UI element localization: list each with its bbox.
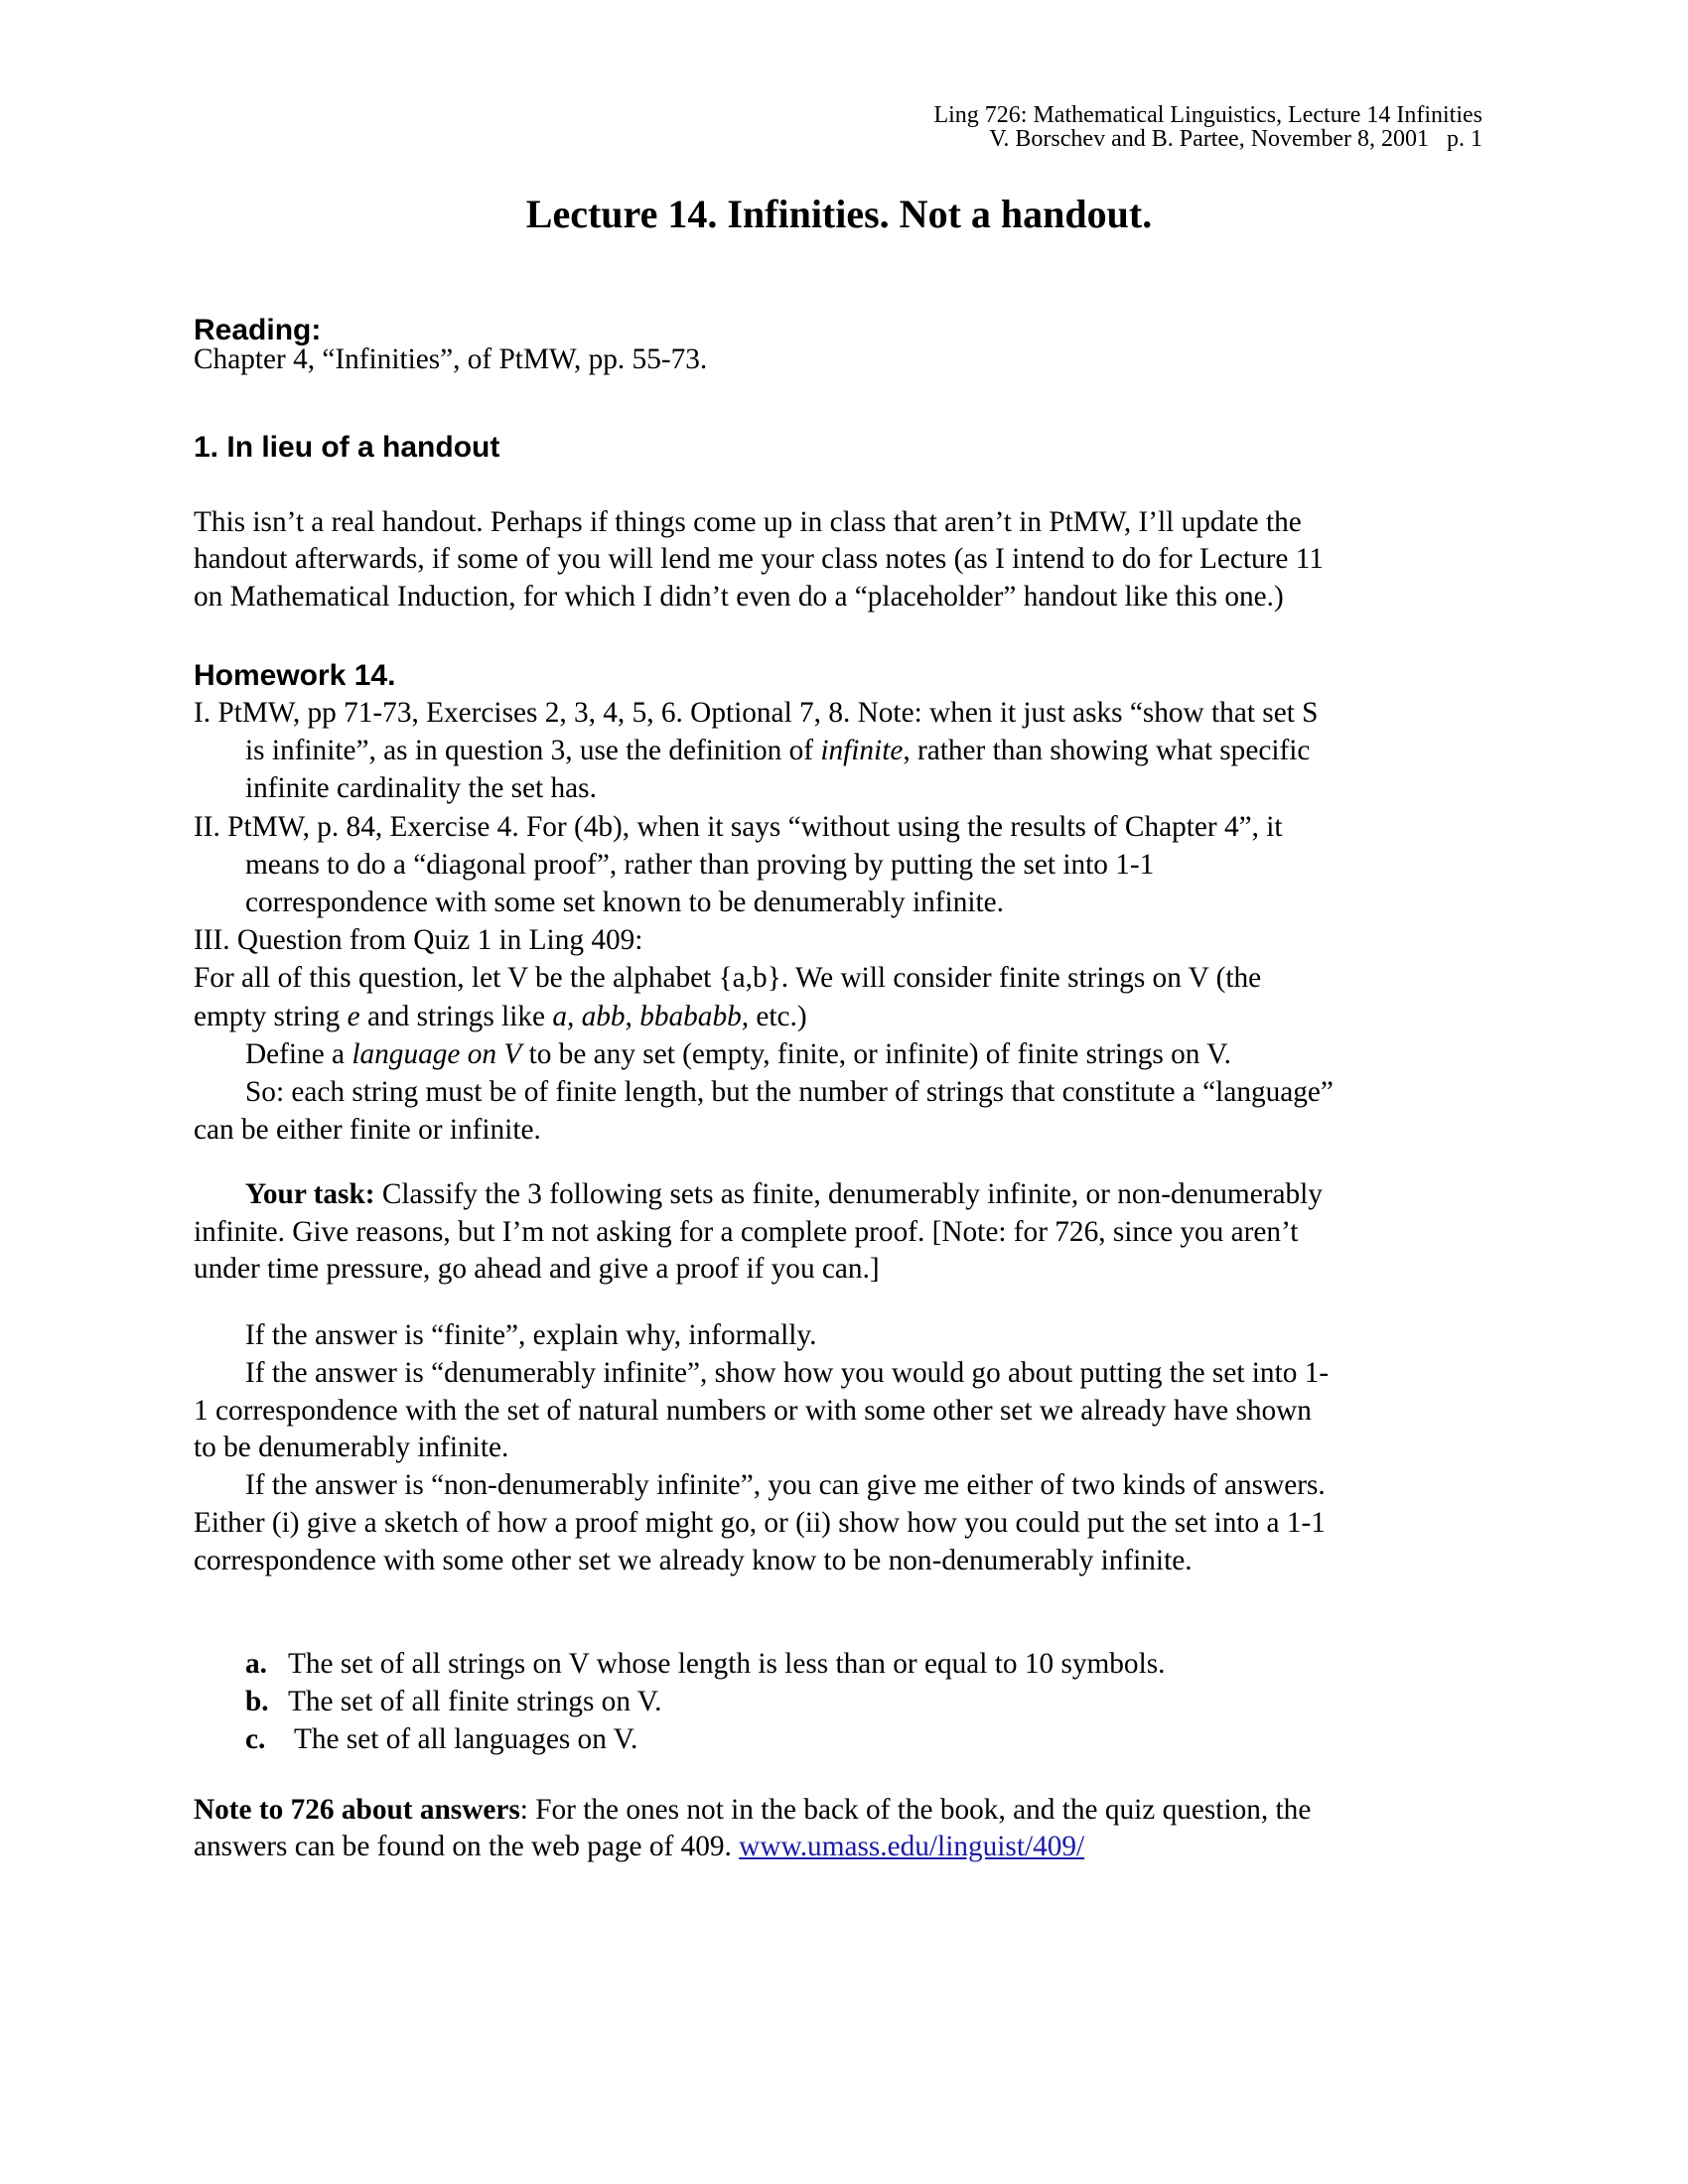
text-span: etc.) <box>749 1001 807 1032</box>
text-span: Classify the 3 following sets as finite, denumerably infinite, or non-denumerably <box>374 1178 1323 1210</box>
task-label: Your task: <box>245 1178 375 1210</box>
text-span: to be any set (empty, finite, or infinite) of finite strings on V. <box>521 1038 1231 1070</box>
guidance-denumerable-line: to be denumerably infinite. <box>194 1432 509 1463</box>
homework-item-2-line: II. PtMW, p. 84, Exercise 4. For (4b), when it says “without using the results of Chapter 4”, it <box>194 811 1283 843</box>
homework-item-1-line <box>245 737 1310 765</box>
text-span: empty string <box>194 1001 348 1032</box>
homework-heading: Homework 14. <box>194 659 396 692</box>
homework-item-3-line: can be either finite or infinite. <box>194 1114 541 1146</box>
guidance-denumerable-line: If the answer is “denumerably infinite”, show how you would go about putting the set into 1- <box>245 1357 1330 1389</box>
paragraph-line: This isn’t a real handout. Perhaps if things come up in class that aren’t in PtMW, I’ll update the <box>194 506 1302 538</box>
page-title: Lecture 14. Infinities. Not a handout. <box>525 192 1153 236</box>
task-line: infinite. Give reasons, but I’m not asking for a complete proof. [Note: for 726, since you aren’t <box>194 1216 1299 1248</box>
homework-item-1-line: I. PtMW, pp 71-73, Exercises 2, 3, 4, 5, 6. Optional 7, 8. Note: when it just asks “show that set S <box>194 697 1319 729</box>
note-line <box>194 1833 1084 1861</box>
task-line: under time pressure, go ahead and give a proof if you can.] <box>194 1253 880 1285</box>
paragraph-line: on Mathematical Induction, for which I didn’t even do a “placeholder” handout like this one.) <box>194 581 1284 613</box>
homework-item-2-line: means to do a “diagonal proof”, rather than proving by putting the set into 1-1 <box>245 849 1155 881</box>
guidance-nondenumerable-line: If the answer is “non-denumerably infinite”, you can give me either of two kinds of answers. <box>245 1469 1326 1501</box>
homework-item-3-line: III. Question from Quiz 1 in Ling 409: <box>194 924 643 956</box>
emphasis-language-on-v: language on V <box>352 1038 522 1070</box>
reading-heading: Reading: <box>194 314 322 346</box>
homework-item-1-line: infinite cardinality the set has. <box>245 772 597 804</box>
homework-item-2-line: correspondence with some set known to be denumerably infinite. <box>245 887 1004 918</box>
note-label: Note to 726 about answers <box>194 1794 520 1826</box>
list-marker: b. <box>245 1686 269 1717</box>
guidance-nondenumerable-line: Either (i) give a sketch of how a proof might go, or (ii) show how you could put the set into a 1-1 <box>194 1507 1326 1539</box>
section-heading-in-lieu: 1. In lieu of a handout <box>194 431 500 464</box>
paragraph-line: handout afterwards, if some of you will lend me your class notes (as I intend to do for Lecture 11 <box>194 543 1324 575</box>
text-span: and strings like <box>359 1001 553 1032</box>
text-span: Define a <box>245 1038 352 1070</box>
guidance-nondenumerable-line: correspondence with some other set we already know to be non-denumerably infinite. <box>194 1545 1193 1576</box>
guidance-finite: If the answer is “finite”, explain why, informally. <box>245 1319 817 1351</box>
emphasis-infinite: infinite <box>820 735 904 766</box>
running-header-course: Ling 726: Mathematical Linguistics, Lecture 14 Infinities <box>933 102 1482 128</box>
emphasis-string-examples: a, abb, bbababb, <box>552 1001 750 1032</box>
homework-item-3-line: So: each string must be of finite length, but the number of strings that constitute a “language” <box>245 1076 1334 1108</box>
list-marker: c. <box>245 1723 266 1755</box>
list-item-text: The set of all strings on V whose length is less than or equal to 10 symbols. <box>288 1648 1166 1680</box>
homework-item-3-line <box>245 1040 1231 1069</box>
running-header-authors-date: V. Borschev and B. Partee, November 8, 2001 p. 1 <box>989 126 1482 152</box>
note-line <box>194 1796 1311 1825</box>
list-item-text: The set of all languages on V. <box>294 1723 638 1755</box>
guidance-denumerable-line: 1 correspondence with the set of natural numbers or with some other set we already have shown <box>194 1395 1312 1427</box>
reading-text: Chapter 4, “Infinities”, of PtMW, pp. 55-73. <box>194 343 708 375</box>
list-marker: a. <box>245 1648 267 1680</box>
homework-item-3-line <box>194 1003 807 1031</box>
homework-item-3-line: For all of this question, let V be the alphabet {a,b}. We will consider finite strings on V (the <box>194 962 1262 994</box>
list-item-text: The set of all finite strings on V. <box>288 1686 662 1717</box>
text-span: , rather than showing what specific <box>903 735 1311 766</box>
text-span: : For the ones not in the back of the book, and the quiz question, the <box>519 1794 1312 1826</box>
emphasis-empty-string: e <box>347 1001 360 1032</box>
task-line <box>245 1180 1323 1209</box>
text-span: answers can be found on the web page of 409. <box>194 1831 740 1862</box>
web-page-link[interactable]: www.umass.edu/linguist/409/ <box>739 1831 1085 1862</box>
text-span: is infinite”, as in question 3, use the definition of <box>245 735 821 766</box>
